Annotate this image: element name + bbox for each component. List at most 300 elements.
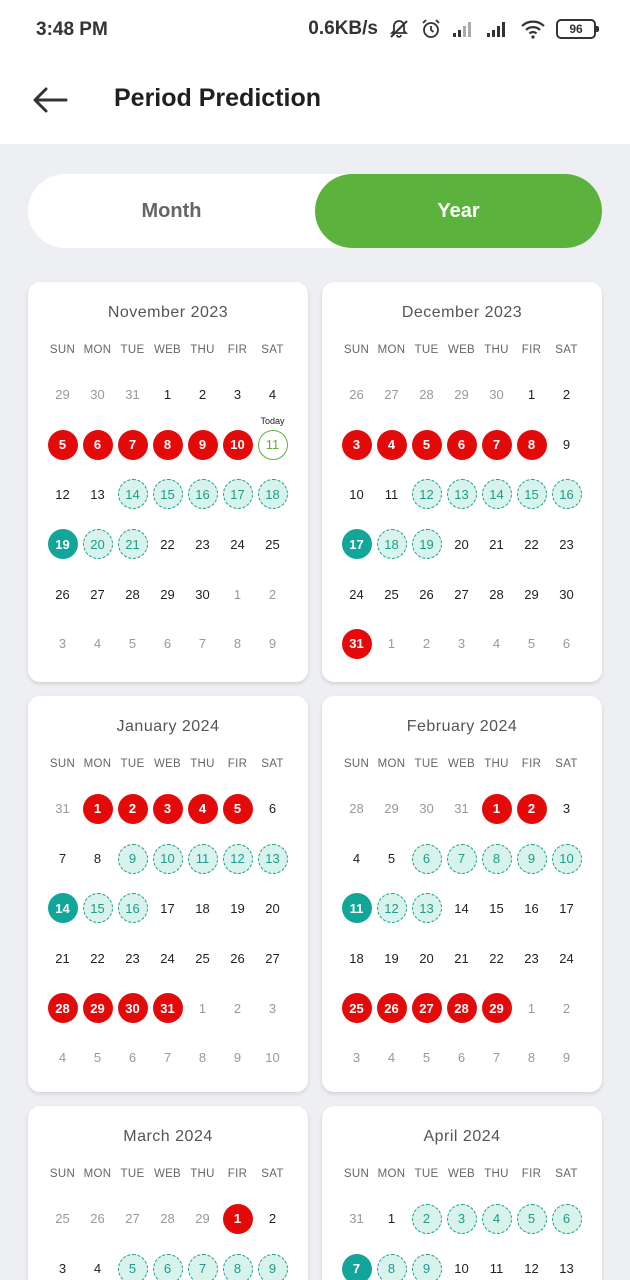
day-number: 25 bbox=[55, 1211, 70, 1227]
day-number: 16 bbox=[552, 479, 582, 509]
day-number: 2 bbox=[412, 1204, 442, 1234]
day-cell[interactable] bbox=[150, 380, 185, 410]
day-number: 18 bbox=[195, 900, 210, 916]
day-cell-other-month[interactable] bbox=[444, 629, 479, 659]
day-cell-other-month[interactable] bbox=[150, 1204, 185, 1234]
day-number: 25 bbox=[195, 950, 210, 966]
day-cell[interactable] bbox=[150, 893, 185, 923]
day-cell[interactable] bbox=[374, 579, 409, 609]
week-row bbox=[339, 420, 584, 470]
day-number: 13 bbox=[447, 479, 477, 509]
day-cell-period[interactable] bbox=[444, 430, 479, 460]
day-cell-period[interactable] bbox=[80, 794, 115, 824]
day-cell-other-month[interactable] bbox=[185, 629, 220, 659]
day-cell[interactable] bbox=[339, 579, 374, 609]
day-cell[interactable] bbox=[549, 1254, 584, 1280]
day-cell-fertile[interactable] bbox=[220, 844, 255, 874]
day-number: 2 bbox=[268, 1211, 277, 1227]
day-cell-period[interactable] bbox=[479, 430, 514, 460]
day-cell[interactable] bbox=[479, 1254, 514, 1280]
day-cell-other-month[interactable] bbox=[374, 1043, 409, 1073]
day-cell[interactable] bbox=[514, 943, 549, 973]
day-cell[interactable] bbox=[549, 380, 584, 410]
day-cell-other-month[interactable] bbox=[549, 629, 584, 659]
day-number: 15 bbox=[489, 900, 504, 916]
day-cell[interactable] bbox=[255, 943, 290, 973]
day-cell[interactable] bbox=[220, 893, 255, 923]
day-cell-fertile[interactable] bbox=[150, 1254, 185, 1280]
day-cell[interactable] bbox=[409, 943, 444, 973]
day-cell-period[interactable] bbox=[479, 794, 514, 824]
day-cell-other-month[interactable] bbox=[444, 1043, 479, 1073]
day-cell-other-month[interactable] bbox=[80, 1204, 115, 1234]
day-cell-fertile[interactable] bbox=[549, 844, 584, 874]
day-cell-other-month[interactable] bbox=[45, 1043, 80, 1073]
day-cell-period[interactable] bbox=[479, 993, 514, 1023]
week-row bbox=[45, 884, 290, 934]
day-cell[interactable] bbox=[80, 1254, 115, 1280]
status-icons bbox=[308, 18, 596, 40]
day-cell-other-month[interactable] bbox=[220, 1043, 255, 1073]
day-number: 31 bbox=[55, 801, 70, 817]
day-cell-fertile[interactable] bbox=[374, 1254, 409, 1280]
day-number: 10 bbox=[349, 486, 364, 502]
day-number: 6 bbox=[412, 844, 442, 874]
day-cell-other-month[interactable] bbox=[409, 794, 444, 824]
day-number: 12 bbox=[55, 486, 70, 502]
day-cell[interactable] bbox=[45, 579, 80, 609]
day-cell-other-month[interactable] bbox=[479, 629, 514, 659]
day-number: 30 bbox=[90, 387, 105, 403]
day-cell-other-month[interactable] bbox=[80, 629, 115, 659]
day-cell-period[interactable] bbox=[115, 794, 150, 824]
day-number: 14 bbox=[454, 900, 469, 916]
day-cell[interactable] bbox=[220, 943, 255, 973]
day-cell-fertile[interactable] bbox=[409, 1204, 444, 1234]
day-cell-other-month[interactable] bbox=[374, 794, 409, 824]
week-row bbox=[339, 834, 584, 884]
day-cell-other-month[interactable] bbox=[185, 1043, 220, 1073]
weekday-label: TUE bbox=[414, 1168, 439, 1180]
day-cell[interactable] bbox=[255, 794, 290, 824]
day-cell-period[interactable] bbox=[80, 430, 115, 460]
network-speed: 0.6KB/s bbox=[308, 18, 378, 39]
day-cell[interactable] bbox=[339, 943, 374, 973]
day-cell-period[interactable] bbox=[80, 993, 115, 1023]
day-number: 27 bbox=[384, 387, 399, 403]
weekday-label: FIR bbox=[521, 1168, 542, 1180]
day-cell-period[interactable] bbox=[409, 993, 444, 1023]
day-cell[interactable] bbox=[479, 579, 514, 609]
day-cell-other-month[interactable] bbox=[115, 629, 150, 659]
weekday-label: WEB bbox=[447, 1168, 476, 1180]
day-cell-fertile[interactable] bbox=[115, 893, 150, 923]
day-cell-fertile[interactable] bbox=[409, 844, 444, 874]
day-number: 1 bbox=[83, 794, 113, 824]
day-cell[interactable] bbox=[549, 579, 584, 609]
day-cell-other-month[interactable] bbox=[80, 380, 115, 410]
day-grid bbox=[339, 1194, 584, 1280]
day-cell[interactable] bbox=[444, 893, 479, 923]
weekday-header bbox=[339, 344, 584, 356]
day-number: 21 bbox=[489, 536, 504, 552]
day-cell[interactable] bbox=[549, 893, 584, 923]
weekday-label: THU bbox=[190, 344, 215, 356]
day-cell[interactable] bbox=[185, 529, 220, 559]
day-cell[interactable] bbox=[549, 943, 584, 973]
day-number: 26 bbox=[55, 586, 70, 602]
day-cell-other-month[interactable] bbox=[479, 380, 514, 410]
day-cell-period[interactable] bbox=[514, 430, 549, 460]
day-cell-other-month[interactable] bbox=[115, 380, 150, 410]
day-cell-other-month[interactable] bbox=[255, 629, 290, 659]
day-cell-other-month[interactable] bbox=[185, 993, 220, 1023]
day-cell-period[interactable] bbox=[220, 1204, 255, 1234]
day-cell-other-month[interactable] bbox=[339, 1043, 374, 1073]
day-cell-ovulation[interactable] bbox=[339, 893, 374, 923]
day-cell-ovulation[interactable] bbox=[339, 529, 374, 559]
day-cell-fertile[interactable] bbox=[185, 479, 220, 509]
day-cell-other-month[interactable] bbox=[444, 380, 479, 410]
day-cell[interactable] bbox=[150, 943, 185, 973]
day-cell[interactable] bbox=[444, 1254, 479, 1280]
day-cell-fertile[interactable] bbox=[115, 529, 150, 559]
day-cell[interactable] bbox=[255, 380, 290, 410]
day-cell-other-month[interactable] bbox=[185, 1204, 220, 1234]
day-cell-period[interactable] bbox=[150, 430, 185, 460]
day-number: 6 bbox=[457, 1050, 466, 1066]
week-row bbox=[339, 933, 584, 983]
day-number: 22 bbox=[524, 536, 539, 552]
day-cell-other-month[interactable] bbox=[339, 794, 374, 824]
month-title: November 2023 bbox=[107, 304, 229, 321]
day-number: 9 bbox=[268, 636, 277, 652]
weekday-label: FIR bbox=[521, 344, 542, 356]
day-number: 8 bbox=[527, 1050, 536, 1066]
day-cell[interactable] bbox=[444, 579, 479, 609]
month-card bbox=[322, 1106, 602, 1280]
day-cell-fertile[interactable] bbox=[150, 844, 185, 874]
day-number: 29 bbox=[83, 993, 113, 1023]
weekday-label: MON bbox=[83, 758, 112, 770]
day-cell[interactable] bbox=[339, 479, 374, 509]
day-cell-period[interactable] bbox=[220, 794, 255, 824]
day-cell[interactable] bbox=[185, 380, 220, 410]
month-card bbox=[322, 282, 602, 682]
toggle-year-button[interactable]: Year bbox=[315, 174, 602, 248]
week-row bbox=[45, 619, 290, 669]
month-title: March 2024 bbox=[123, 1128, 213, 1145]
week-row bbox=[45, 569, 290, 619]
day-cell-fertile[interactable] bbox=[255, 844, 290, 874]
day-cell-period[interactable] bbox=[220, 430, 255, 460]
day-cell-fertile[interactable] bbox=[479, 479, 514, 509]
day-cell[interactable] bbox=[80, 479, 115, 509]
weekday-label: FIR bbox=[227, 1168, 248, 1180]
day-cell-period[interactable] bbox=[185, 430, 220, 460]
week-row bbox=[339, 619, 584, 669]
day-cell-fertile[interactable] bbox=[115, 1254, 150, 1280]
day-cell[interactable] bbox=[514, 893, 549, 923]
day-number: 30 bbox=[195, 586, 210, 602]
day-cell-other-month[interactable] bbox=[374, 629, 409, 659]
day-cell-other-month[interactable] bbox=[45, 629, 80, 659]
day-cell-other-month[interactable] bbox=[115, 1204, 150, 1234]
day-cell[interactable] bbox=[549, 529, 584, 559]
day-cell[interactable] bbox=[514, 579, 549, 609]
month-card bbox=[28, 1106, 308, 1280]
day-cell[interactable] bbox=[150, 529, 185, 559]
day-cell-period[interactable] bbox=[115, 430, 150, 460]
day-cell[interactable] bbox=[409, 579, 444, 609]
day-cell-other-month[interactable] bbox=[45, 794, 80, 824]
day-cell[interactable] bbox=[80, 943, 115, 973]
day-cell-period[interactable] bbox=[444, 993, 479, 1023]
day-number: 4 bbox=[492, 636, 501, 652]
day-cell-other-month[interactable] bbox=[549, 1043, 584, 1073]
day-cell-other-month[interactable] bbox=[150, 629, 185, 659]
day-cell[interactable] bbox=[220, 529, 255, 559]
day-cell[interactable] bbox=[374, 479, 409, 509]
weekday-label: FIR bbox=[227, 758, 248, 770]
back-button[interactable] bbox=[28, 78, 72, 122]
day-cell-period[interactable] bbox=[409, 430, 444, 460]
day-cell-fertile[interactable] bbox=[115, 479, 150, 509]
day-cell-fertile[interactable] bbox=[409, 479, 444, 509]
day-number: 29 bbox=[195, 1211, 210, 1227]
day-cell-period[interactable] bbox=[45, 993, 80, 1023]
day-number: 5 bbox=[387, 851, 396, 867]
day-cell[interactable] bbox=[374, 1204, 409, 1234]
day-number: 19 bbox=[412, 529, 442, 559]
day-cell-other-month[interactable] bbox=[220, 579, 255, 609]
day-cell-other-month[interactable] bbox=[150, 1043, 185, 1073]
weekday-label: MON bbox=[83, 344, 112, 356]
day-number: 3 bbox=[342, 430, 372, 460]
day-cell[interactable] bbox=[45, 943, 80, 973]
day-number: 4 bbox=[268, 387, 277, 403]
day-cell-fertile[interactable] bbox=[374, 529, 409, 559]
week-row bbox=[45, 933, 290, 983]
day-cell-ovulation[interactable] bbox=[339, 1254, 374, 1280]
day-cell-fertile[interactable] bbox=[514, 479, 549, 509]
day-cell-period[interactable] bbox=[374, 993, 409, 1023]
day-number: 5 bbox=[412, 430, 442, 460]
day-cell-other-month[interactable] bbox=[409, 629, 444, 659]
day-number: 31 bbox=[125, 387, 140, 403]
day-cell[interactable] bbox=[80, 579, 115, 609]
day-cell-fertile[interactable] bbox=[409, 1254, 444, 1280]
day-cell-other-month[interactable] bbox=[339, 1204, 374, 1234]
day-cell-period[interactable] bbox=[150, 993, 185, 1023]
day-cell-fertile[interactable] bbox=[514, 844, 549, 874]
week-row bbox=[45, 1033, 290, 1083]
day-cell[interactable] bbox=[45, 1254, 80, 1280]
day-cell[interactable] bbox=[479, 943, 514, 973]
day-cell-other-month[interactable] bbox=[514, 1043, 549, 1073]
day-number: 20 bbox=[265, 900, 280, 916]
day-number: 12 bbox=[223, 844, 253, 874]
day-number: 7 bbox=[482, 430, 512, 460]
day-cell-fertile[interactable] bbox=[444, 1204, 479, 1234]
day-cell-fertile[interactable] bbox=[374, 893, 409, 923]
day-number: 24 bbox=[559, 950, 574, 966]
day-number: 2 bbox=[198, 387, 207, 403]
day-cell-fertile[interactable] bbox=[549, 1204, 584, 1234]
day-number: 6 bbox=[163, 636, 172, 652]
day-cell-other-month[interactable] bbox=[115, 1043, 150, 1073]
day-number: 4 bbox=[387, 1050, 396, 1066]
day-cell-fertile[interactable] bbox=[115, 844, 150, 874]
battery-icon: 96 bbox=[556, 19, 596, 39]
day-cell-ovulation[interactable] bbox=[45, 529, 80, 559]
day-cell[interactable] bbox=[185, 893, 220, 923]
day-number: 28 bbox=[447, 993, 477, 1023]
day-cell[interactable] bbox=[255, 529, 290, 559]
day-cell-period[interactable] bbox=[339, 993, 374, 1023]
day-cell-fertile[interactable] bbox=[220, 479, 255, 509]
day-number: 1 bbox=[233, 586, 242, 602]
day-cell-period[interactable] bbox=[514, 794, 549, 824]
day-cell-fertile[interactable] bbox=[479, 844, 514, 874]
day-number: 17 bbox=[223, 479, 253, 509]
day-number: 1 bbox=[387, 636, 396, 652]
day-cell-period[interactable] bbox=[339, 430, 374, 460]
day-cell-fertile[interactable] bbox=[549, 479, 584, 509]
day-cell[interactable] bbox=[80, 844, 115, 874]
day-number: 11 bbox=[342, 893, 372, 923]
day-cell-other-month[interactable] bbox=[339, 380, 374, 410]
day-cell[interactable] bbox=[374, 844, 409, 874]
weekday-label: TUE bbox=[414, 758, 439, 770]
day-cell-period[interactable] bbox=[150, 794, 185, 824]
day-number: 29 bbox=[454, 387, 469, 403]
day-cell[interactable] bbox=[549, 794, 584, 824]
day-number: 25 bbox=[265, 536, 280, 552]
day-cell-fertile[interactable] bbox=[409, 529, 444, 559]
day-cell-fertile[interactable] bbox=[255, 1254, 290, 1280]
weekday-label: WEB bbox=[447, 344, 476, 356]
day-cell[interactable] bbox=[255, 1204, 290, 1234]
day-cell-other-month[interactable] bbox=[255, 579, 290, 609]
day-cell-ovulation[interactable] bbox=[45, 893, 80, 923]
day-cell[interactable] bbox=[479, 529, 514, 559]
week-row bbox=[45, 983, 290, 1033]
day-cell-fertile[interactable] bbox=[80, 529, 115, 559]
day-cell-period[interactable] bbox=[115, 993, 150, 1023]
day-number: 4 bbox=[188, 794, 218, 824]
day-cell[interactable] bbox=[255, 893, 290, 923]
today-label: Today bbox=[260, 415, 285, 426]
day-number: 31 bbox=[153, 993, 183, 1023]
day-number: 9 bbox=[258, 1254, 288, 1280]
signal-strong-icon bbox=[486, 20, 510, 38]
day-cell-other-month[interactable] bbox=[255, 993, 290, 1023]
day-cell-today[interactable] bbox=[255, 415, 290, 460]
day-cell-fertile[interactable] bbox=[185, 1254, 220, 1280]
day-number: 5 bbox=[118, 1254, 148, 1280]
day-cell-other-month[interactable] bbox=[45, 380, 80, 410]
day-number: 21 bbox=[55, 950, 70, 966]
weekday-header bbox=[339, 1168, 584, 1180]
day-cell-period[interactable] bbox=[339, 629, 374, 659]
page-title: Period Prediction bbox=[114, 84, 321, 112]
day-number: 5 bbox=[223, 794, 253, 824]
toggle-month-button[interactable]: Month bbox=[141, 199, 202, 222]
day-cell[interactable] bbox=[220, 380, 255, 410]
day-cell[interactable] bbox=[150, 579, 185, 609]
day-cell[interactable] bbox=[115, 579, 150, 609]
day-cell[interactable] bbox=[549, 430, 584, 460]
day-cell[interactable] bbox=[45, 479, 80, 509]
day-cell-other-month[interactable] bbox=[220, 629, 255, 659]
day-cell[interactable] bbox=[185, 943, 220, 973]
day-number: 31 bbox=[349, 1211, 364, 1227]
day-number: 9 bbox=[517, 844, 547, 874]
day-cell[interactable] bbox=[444, 529, 479, 559]
day-cell-other-month[interactable] bbox=[514, 993, 549, 1023]
week-row bbox=[45, 370, 290, 420]
day-cell-other-month[interactable] bbox=[80, 1043, 115, 1073]
day-cell-other-month[interactable] bbox=[409, 380, 444, 410]
day-cell-period[interactable] bbox=[374, 430, 409, 460]
day-cell-fertile[interactable] bbox=[444, 479, 479, 509]
day-cell-fertile[interactable] bbox=[185, 844, 220, 874]
day-cell-other-month[interactable] bbox=[444, 794, 479, 824]
day-number: 8 bbox=[233, 636, 242, 652]
day-cell[interactable] bbox=[479, 893, 514, 923]
weekday-label: SAT bbox=[261, 344, 284, 356]
day-cell-fertile[interactable] bbox=[220, 1254, 255, 1280]
weekday-label: THU bbox=[190, 758, 215, 770]
day-cell[interactable] bbox=[514, 529, 549, 559]
day-cell[interactable] bbox=[374, 943, 409, 973]
day-cell[interactable] bbox=[514, 380, 549, 410]
day-cell-fertile[interactable] bbox=[409, 893, 444, 923]
day-cell-fertile[interactable] bbox=[479, 1204, 514, 1234]
day-cell-other-month[interactable] bbox=[374, 380, 409, 410]
day-number: 4 bbox=[482, 1204, 512, 1234]
day-cell-fertile[interactable] bbox=[444, 844, 479, 874]
week-row bbox=[339, 784, 584, 834]
day-cell-other-month[interactable] bbox=[514, 629, 549, 659]
day-cell-fertile[interactable] bbox=[80, 893, 115, 923]
day-cell[interactable] bbox=[444, 943, 479, 973]
day-cell-period[interactable] bbox=[45, 430, 80, 460]
day-cell[interactable] bbox=[339, 844, 374, 874]
day-number: 2 bbox=[233, 1000, 242, 1016]
day-cell[interactable] bbox=[45, 844, 80, 874]
day-cell-fertile[interactable] bbox=[255, 479, 290, 509]
day-cell-other-month[interactable] bbox=[220, 993, 255, 1023]
day-cell-fertile[interactable] bbox=[514, 1204, 549, 1234]
day-cell-other-month[interactable] bbox=[255, 1043, 290, 1073]
day-number: 11 bbox=[489, 1261, 504, 1277]
day-number: 7 bbox=[118, 430, 148, 460]
day-cell-period[interactable] bbox=[185, 794, 220, 824]
day-cell-other-month[interactable] bbox=[479, 1043, 514, 1073]
day-cell[interactable] bbox=[185, 579, 220, 609]
day-cell-fertile[interactable] bbox=[150, 479, 185, 509]
day-cell[interactable] bbox=[115, 943, 150, 973]
day-cell-other-month[interactable] bbox=[549, 993, 584, 1023]
day-cell-other-month[interactable] bbox=[45, 1204, 80, 1234]
day-number: 9 bbox=[562, 1050, 571, 1066]
day-number: 3 bbox=[58, 1261, 67, 1277]
day-number: 2 bbox=[268, 586, 277, 602]
day-cell[interactable] bbox=[514, 1254, 549, 1280]
day-cell-other-month[interactable] bbox=[409, 1043, 444, 1073]
